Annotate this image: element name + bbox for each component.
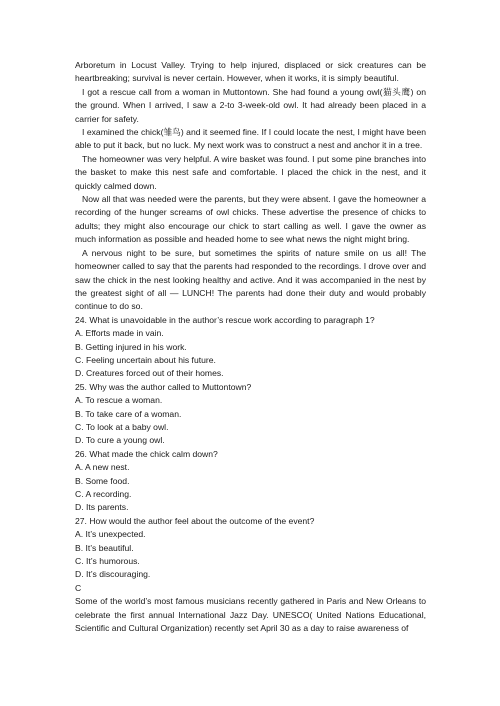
paragraph-6: A nervous night to be sure, but sometimes the spirits of nature smile on us all! The homeowner called to say that the parents had responded to the recordings. I drove over and saw the chick in the nest looking healthy and active. And it was accompanied in the nest by the greatest sight of all — LUNCH! The parents had done their duty and would probably continue to do so. [75, 247, 426, 312]
option-b: B. Getting injured in his work. [75, 341, 187, 352]
passage-c-paragraph: Some of the world’s most famous musicians recently gathered in Paris and New Orleans to celebrate the first annual International Jazz Day. UNESCO( United Nations Educational, Scientific and Cultural Organization) recently set April 30 as a day to raise awareness of [75, 596, 426, 634]
document-body [75, 59, 426, 635]
option-a: A. It’s unexpected. [75, 529, 146, 540]
paragraph-5: Now all that was needed were the parents, but they were absent. I gave the homeowner a recording of the hunger screams of owl chicks. These advertise the presence of chicks to adults; they might also encourage our chick to start calling as well. I gave the owner as much information as possible and headed home to see what news the night might bring. [75, 194, 426, 245]
question-stem: 27. How would the author feel about the outcome of the event? [75, 515, 315, 526]
option-c: C. Feeling uncertain about his future. [75, 354, 216, 365]
paragraph-2: I got a rescue call from a woman in Muttontown. She had found a young owl(猫头鹰) on the ground. When I arrived, I saw a 2-to 3-week-old owl. It had already been placed in a carrier for safety. [75, 86, 426, 124]
option-c: C. It’s humorous. [75, 556, 140, 567]
option-d: D. Its parents. [75, 502, 129, 513]
option-b: B. To take care of a woman. [75, 408, 182, 419]
option-d: D. To cure a young owl. [75, 435, 165, 446]
paragraph-3: I examined the chick(雏鸟) and it seemed fine. If I could locate the nest, I might have been able to put it back, but no luck. My next work was to construct a nest and anchor it in a tree. [75, 127, 426, 151]
option-b: B. It’s beautiful. [75, 542, 134, 553]
question-26 [75, 448, 426, 515]
question-stem: 24. What is unavoidable in the author’s rescue work according to paragraph 1? [75, 314, 375, 325]
question-25 [75, 381, 426, 448]
option-a: A. Efforts made in vain. [75, 328, 164, 339]
question-24 [75, 314, 426, 381]
question-27 [75, 515, 426, 582]
option-c: C. To look at a baby owl. [75, 421, 169, 432]
question-stem: 25. Why was the author called to Muttontown? [75, 381, 252, 392]
paragraph-1: Arboretum in Locust Valley. Trying to help injured, displaced or sick creatures can be heartbreaking; survival is never certain. However, when it works, it is simply beautiful. [75, 60, 426, 84]
option-a: A. A new nest. [75, 462, 130, 473]
option-b: B. Some food. [75, 475, 130, 486]
question-stem: 26. What made the chick calm down? [75, 448, 218, 459]
section-label: C [75, 582, 82, 593]
option-c: C. A recording. [75, 489, 132, 499]
paragraph-4: The homeowner was very helpful. A wire basket was found. I put some pine branches into the basket to make this nest safe and comfortable. I placed the chick in the nest, and it quickly calmed down. [75, 153, 426, 191]
option-d: D. Creatures forced out of their homes. [75, 368, 224, 379]
option-d: D. It’s discouraging. [75, 569, 151, 580]
option-a: A. To rescue a woman. [75, 395, 163, 406]
